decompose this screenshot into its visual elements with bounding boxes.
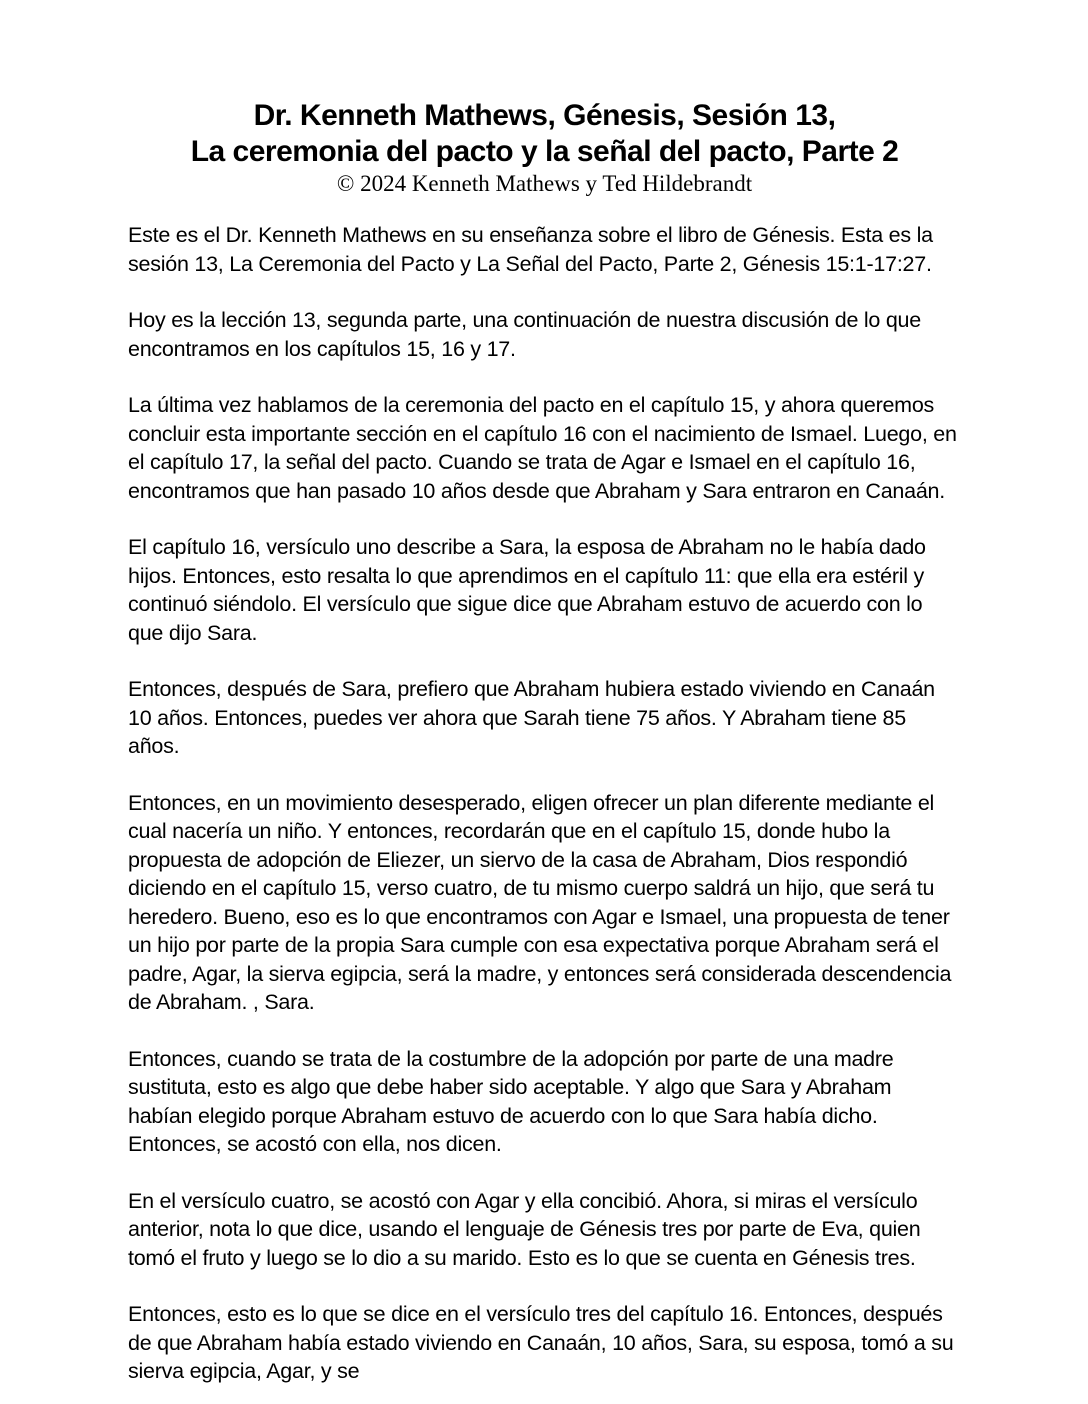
copyright-line: © 2024 Kenneth Mathews y Ted Hildebrandt [336, 171, 753, 196]
paragraph: El capítulo 16, versículo uno describe a Sara, la esposa de Abraham no le había dado hijos. Entonces, esto resalta lo que aprendimos en el capítulo 11: que ella era estéril y continuó siéndolo. El versículo que sigue dice que Abraham estuvo de acuerdo con lo que dijo Sara. [128, 535, 926, 645]
paragraph: Hoy es la lección 13, segunda parte, una continuación de nuestra discusión de lo que encontramos en los capítulos 15, 16 y 17. [128, 308, 921, 361]
document-content [128, 98, 961, 1404]
paragraph: Entonces, esto es lo que se dice en el versículo tres del capítulo 16. Entonces, después de que Abraham había estado viviendo en Canaán, 10 años, Sara, su esposa, tomó a su sierva egipcia, Agar, y se [128, 1302, 954, 1383]
document-body [128, 221, 961, 1386]
document-title [128, 98, 961, 170]
paragraph: La última vez hablamos de la ceremonia del pacto en el capítulo 15, y ahora queremos concluir esta importante sección en el capítulo 16 con el nacimiento de Ismael. Luego, en el capítulo 17, la señal del pacto. Cuando se trata de Agar e Ismael en el capítulo 16, encontramos que han pasado 10 años desde que Abraham y Sara entraron en Canaán. [128, 393, 957, 503]
paragraph: Entonces, después de Sara, prefiero que Abraham hubiera estado viviendo en Canaán 10 años. Entonces, puedes ver ahora que Sarah tiene 75 años. Y Abraham tiene 85 años. [128, 677, 935, 758]
document-title-line1: Dr. Kenneth Mathews, Génesis, Sesión 13, [253, 99, 836, 132]
paragraph: Entonces, en un movimiento desesperado, eligen ofrecer un plan diferente mediante el cual nacería un niño. Y entonces, recordarán que en el capítulo 15, donde hubo la propuesta de adopción de Eliezer, un siervo de la casa de Abraham, Dios respondió diciendo en el capítulo 15, verso cuatro, de tu mismo cuerpo saldrá un hijo, que será tu heredero. Bueno, eso es lo que encontramos con Agar e Ismael, una propuesta de tener un hijo por parte de la propia Sara cumple con esa expectativa porque Abraham será el padre, Agar, la sierva egipcia, será la madre, y entonces será considerada descendencia de Abraham. , Sara. [128, 790, 952, 1014]
paragraph: Entonces, cuando se trata de la costumbre de la adopción por parte de una madre sustituta, esto es algo que debe haber sido aceptable. Y algo que Sara y Abraham habían elegido porque Abraham estuvo de acuerdo con lo que Sara había dicho. Entonces, se acostó con ella, nos dicen. [128, 1046, 894, 1156]
document-title-line2: La ceremonia del pacto y la señal del pacto, Parte 2 [190, 135, 899, 168]
paragraph: Este es el Dr. Kenneth Mathews en su enseñanza sobre el libro de Génesis. Esta es la sesión 13, La Ceremonia del Pacto y La Señal del Pacto, Parte 2, Génesis 15:1-17:27. [128, 223, 933, 276]
paragraph: En el versículo cuatro, se acostó con Agar y ella concibió. Ahora, si miras el versículo anterior, nota lo que dice, usando el lenguaje de Génesis tres por parte de Eva, quien tomó el fruto y luego se lo dio a su marido. Esto es lo que se cuenta en Génesis tres. [128, 1188, 921, 1270]
